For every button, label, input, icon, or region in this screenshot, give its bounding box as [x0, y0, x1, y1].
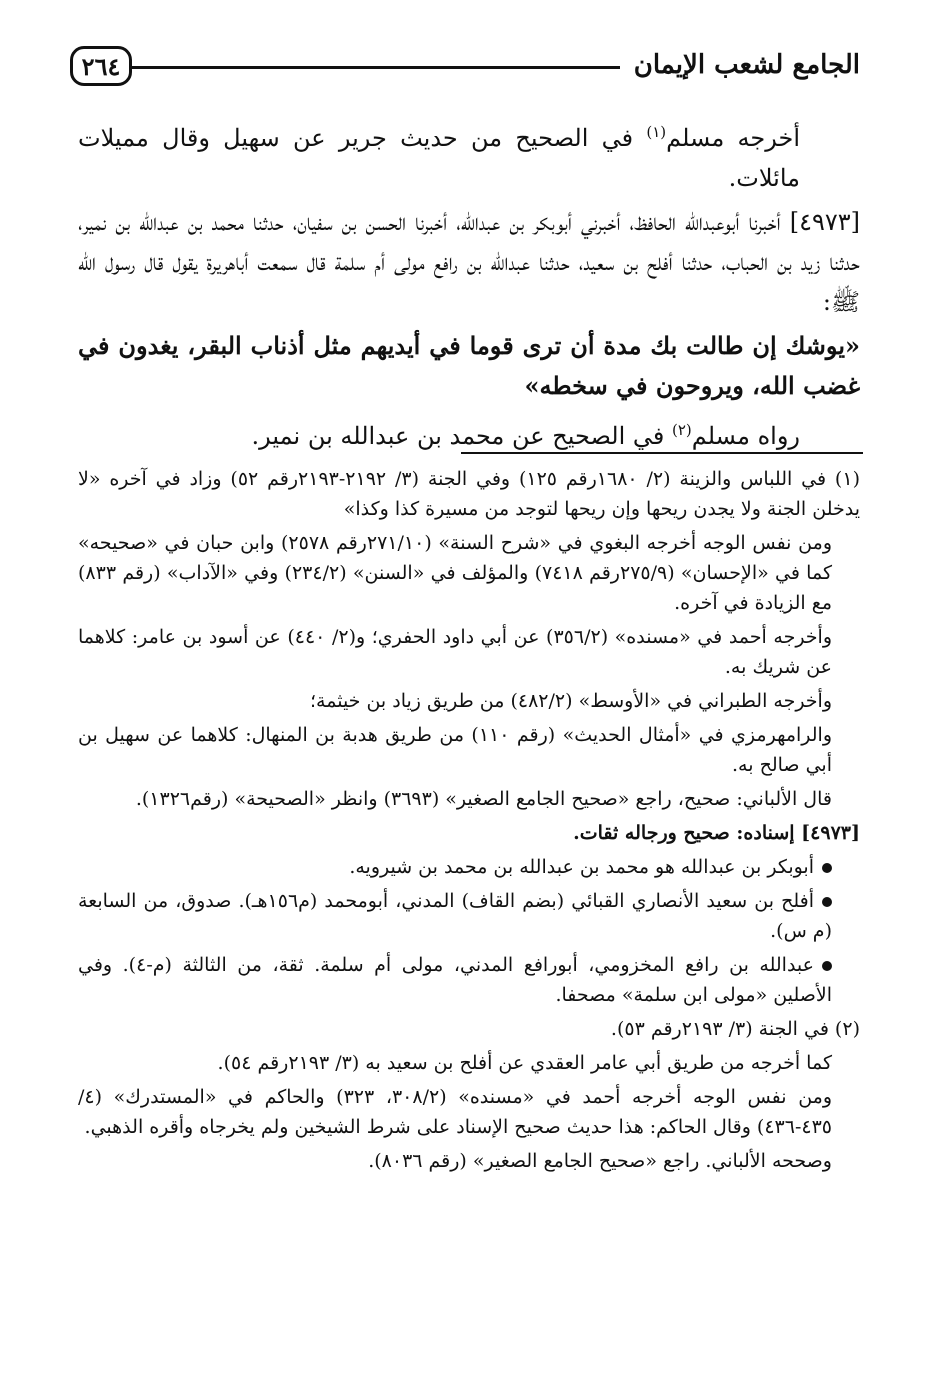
footnote-line: وأخرجه أحمد في «مسنده» (٣٥٦/٢) عن أبي داود الحفري؛ و(٢/ ٤٤٠) عن أسود بن عامر: كلاهما عن شريك به.: [78, 626, 832, 678]
book-title: الجامع لشعب الإيمان: [633, 50, 860, 80]
footnote-line: وصححه الألباني. راجع «صحيح الجامع الصغير» (رقم ٨٠٣٦).: [368, 1150, 832, 1172]
footnote-line: ومن نفس الوجه أخرجه أحمد في «مسنده» (٣٠٨/٢، ٣٢٣) والحاكم في «المستدرك» (٤/ ٤٣٥-٤٣٦) وقال الحاكم: هذا حديث صحيح الإسناد على شرط الشيخين ولم يخرجاه وأقره الذهبي.: [78, 1086, 833, 1138]
isnad-heading: [٤٩٧٣] إسناده: صحيح ورجاله ثقات.: [573, 822, 860, 844]
paragraph-intro: أخرجه مسلم$^{(١)}$ في الصحيح من حديث جرير عن سهيل وقال مميلات مائلات.: [78, 123, 800, 192]
bullet-icon: [822, 863, 832, 873]
footnote-line: والرامهرمزي في «أمثال الحديث» (رقم ١١٠) من طريق هدبة بن المنهال: كلاهما عن سهيل بن أبي صالح به.: [78, 724, 833, 776]
paragraph-narration: رواه مسلم$^{(٢)}$ في الصحيح عن محمد بن عبدالله بن نمير.: [251, 421, 800, 450]
footnotes: [78, 464, 860, 1180]
footnote-1: (١) في اللباس والزينة (٢/ ١٦٨٠رقم ١٢٥) وفي الجنة (٣/ ٢١٩٢-٢١٩٣رقم ٥٢) وزاد في آخره «لا يدخلن الجنة ولا يجدن ريحها وإن ريحها لتوجد من مسيرة كذا وكذا»: [78, 468, 860, 520]
paragraph-isnad: [٤٩٧٣] أخبرنا أبوعبدالله الحافظ، أخبرني أبوبكر بن عبدالله، أخبرنا الحسن بن سفيان، حدثنا محمد بن عبدالله بن نمير، حدثنا زيد بن الحباب، حدثنا أفلح بن سعيد، حدثنا عبدالله بن رافع مولى أم سلمة قال سمعت أباهريرة يقول قال رسول الله ﷺ:: [78, 208, 860, 316]
footnote-line: وأخرجه الطبراني في «الأوسط» (٤٨٢/٢) من طريق زياد بن خيثمة؛: [310, 690, 832, 712]
page-number: ٢٦٤: [70, 46, 132, 86]
bullet-icon: [822, 961, 832, 971]
footnote-ref-2: (٢): [671, 421, 692, 439]
narrator-bullet: أبوبكر بن عبدالله هو محمد بن عبدالله بن محمد بن شيرويه.: [78, 852, 860, 882]
footnote-line: ومن نفس الوجه أخرجه البغوي في «شرح السنة» (٢٧١/١٠رقم ٢٥٧٨) وابن حبان في «صحيحه» كما في «الإحسان» (٢٧٥/٩رقم ٧٤١٨) والمؤلف في «السنن» (٢٣٤/٢) وفي «الآداب» (رقم ٨٣٣) مع الزيادة في آخره.: [78, 532, 832, 614]
footnote-line: قال الألباني: صحيح، راجع «صحيح الجامع الصغير» (٣٦٩٣) وانظر «الصحيحة» (رقم١٣٢٦).: [135, 788, 832, 810]
narrator-bullet: أفلح بن سعيد الأنصاري القبائي (بضم القاف) المدني، أبومحمد (م١٥٦هـ). صدوق، من السابعة (م س).: [78, 890, 832, 942]
footnote-line: كما أخرجه من طريق أبي عامر العقدي عن أفلح بن سعيد به (٣/ ٢١٩٣رقم ٥٤).: [217, 1052, 832, 1074]
footnote-separator: [461, 452, 863, 454]
page-header: [70, 44, 860, 100]
footnote-2: (٢) في الجنة (٣/ ٢١٩٣رقم ٥٣).: [610, 1018, 860, 1040]
bullet-icon: [822, 897, 832, 907]
footnote-ref-1: (١): [646, 123, 667, 141]
paragraph-hadith: «يوشك إن طالت بك مدة أن ترى قوما في أيديهم مثل أذناب البقر، يغدون في غضب الله، ويروحون في سخطه»: [78, 331, 860, 400]
main-text: [78, 112, 860, 460]
narrator-bullet: عبدالله بن رافع المخزومي، أبورافع المدني، مولى أم سلمة. ثقة، من الثالثة (م-٤). وفي الأصلين «مولى ابن سلمة» مصحفا.: [78, 954, 832, 1006]
header-rule: [132, 66, 620, 69]
